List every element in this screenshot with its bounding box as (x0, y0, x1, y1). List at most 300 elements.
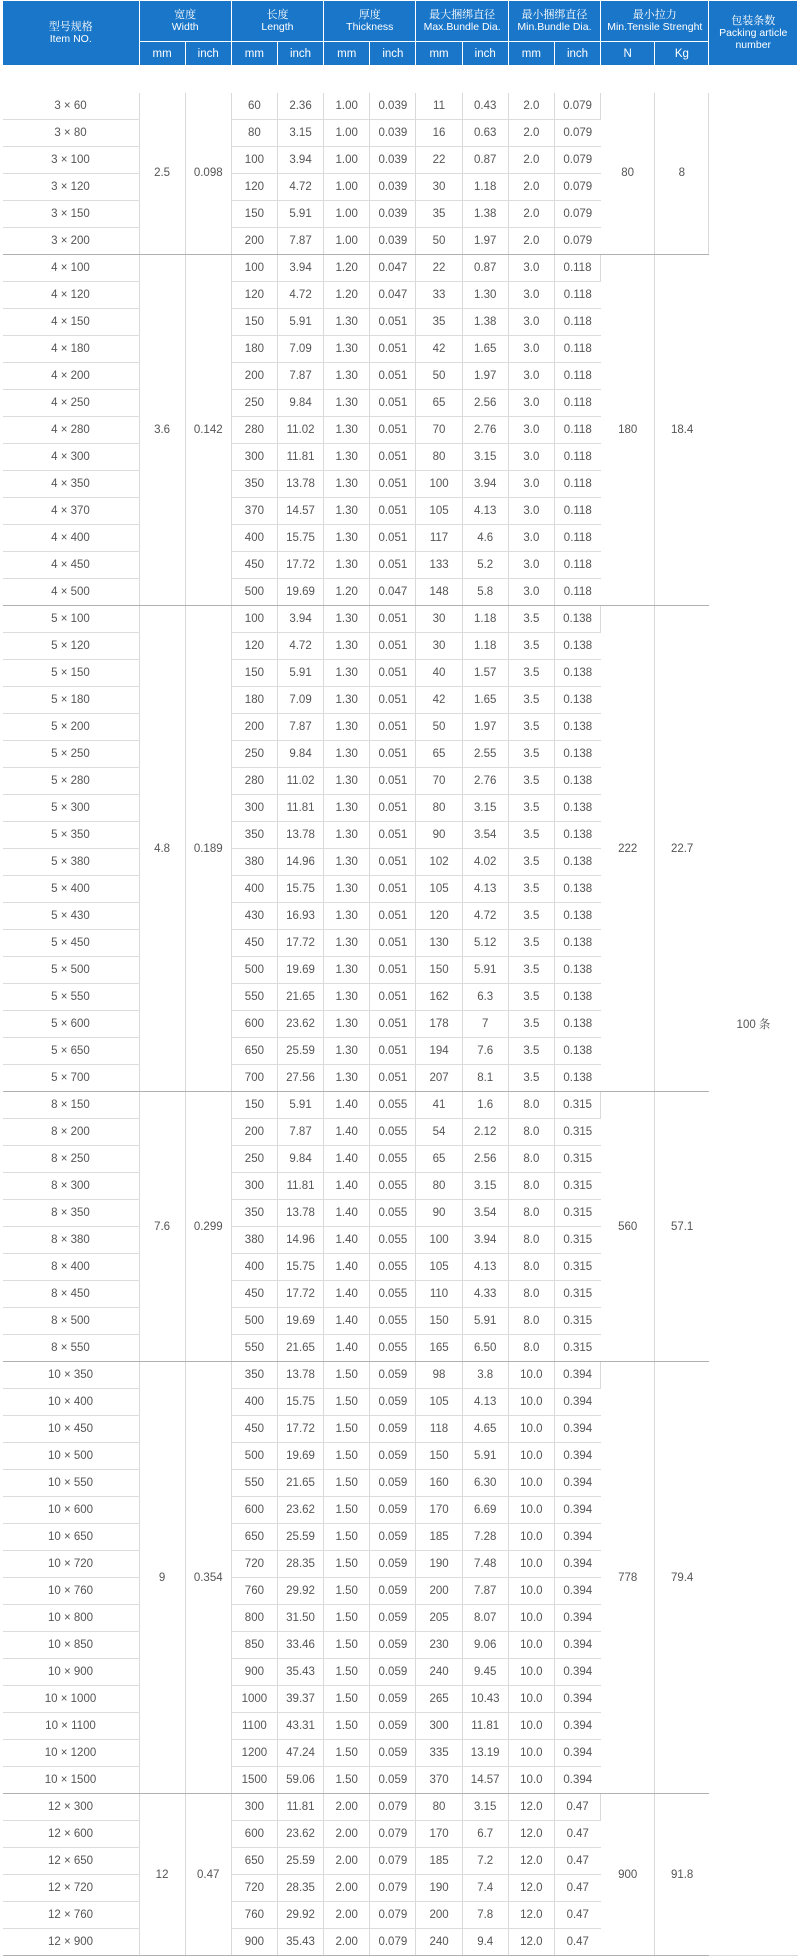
cell-width-mm: 9 (139, 1362, 185, 1794)
cell-length-mm: 1500 (231, 1767, 277, 1794)
cell-thickness-inch: 0.039 (370, 93, 416, 120)
header-thickness-en: Thickness (346, 21, 394, 33)
cell-length-mm: 100 (231, 606, 277, 633)
unit-length-mm: mm (231, 42, 277, 66)
cell-max-bundle-mm: 65 (416, 390, 462, 417)
cell-tensile-n: 900 (601, 1794, 655, 1956)
cell-thickness-mm: 1.30 (324, 336, 370, 363)
cell-min-bundle-mm: 8.0 (508, 1119, 554, 1146)
cell-max-bundle-mm: 185 (416, 1524, 462, 1551)
cell-max-bundle-mm: 185 (416, 1848, 462, 1875)
cell-length-inch: 35.43 (277, 1659, 323, 1686)
cell-min-bundle-mm: 3.5 (508, 606, 554, 633)
unit-thickness-mm: mm (324, 42, 370, 66)
cell-length-mm: 1100 (231, 1713, 277, 1740)
cell-item-no: 10 × 900 (3, 1659, 140, 1686)
cell-max-bundle-inch: 2.56 (462, 1146, 508, 1173)
cell-length-inch: 17.72 (277, 1281, 323, 1308)
header-length-en: Length (261, 21, 294, 33)
cell-length-inch: 25.59 (277, 1038, 323, 1065)
cell-max-bundle-inch: 1.38 (462, 201, 508, 228)
cell-max-bundle-mm: 230 (416, 1632, 462, 1659)
cell-thickness-mm: 2.00 (324, 1929, 370, 1956)
cell-min-bundle-inch: 0.138 (554, 903, 600, 930)
cell-length-inch: 14.96 (277, 1227, 323, 1254)
cell-length-inch: 23.62 (277, 1821, 323, 1848)
cell-max-bundle-mm: 35 (416, 201, 462, 228)
cell-max-bundle-mm: 240 (416, 1659, 462, 1686)
header-tensile-zh: 最小拉力 (632, 9, 677, 21)
cell-thickness-inch: 0.051 (370, 1038, 416, 1065)
cell-min-bundle-mm: 3.0 (508, 471, 554, 498)
cell-min-bundle-mm: 12.0 (508, 1848, 554, 1875)
cell-item-no: 4 × 250 (3, 390, 140, 417)
cell-min-bundle-inch: 0.118 (554, 363, 600, 390)
cell-max-bundle-mm: 50 (416, 228, 462, 255)
cell-length-mm: 900 (231, 1659, 277, 1686)
cell-length-mm: 900 (231, 1929, 277, 1956)
unit-length-inch: inch (277, 42, 323, 66)
cell-length-inch: 43.31 (277, 1713, 323, 1740)
cell-tensile-n: 778 (601, 1362, 655, 1794)
cell-width-inch: 0.142 (185, 255, 231, 606)
cell-item-no: 10 × 1500 (3, 1767, 140, 1794)
cell-thickness-inch: 0.059 (370, 1659, 416, 1686)
cell-item-no: 8 × 150 (3, 1092, 140, 1119)
cell-max-bundle-mm: 170 (416, 1497, 462, 1524)
cell-max-bundle-mm: 150 (416, 957, 462, 984)
cell-thickness-inch: 0.055 (370, 1119, 416, 1146)
cell-min-bundle-mm: 10.0 (508, 1713, 554, 1740)
cell-thickness-inch: 0.059 (370, 1362, 416, 1389)
cell-length-inch: 23.62 (277, 1011, 323, 1038)
cell-thickness-inch: 0.051 (370, 471, 416, 498)
cell-min-bundle-inch: 0.118 (554, 417, 600, 444)
cell-min-bundle-inch: 0.118 (554, 309, 600, 336)
cell-thickness-inch: 0.059 (370, 1551, 416, 1578)
cell-max-bundle-mm: 300 (416, 1713, 462, 1740)
cell-length-mm: 450 (231, 1416, 277, 1443)
cell-min-bundle-mm: 12.0 (508, 1929, 554, 1956)
cell-max-bundle-inch: 9.4 (462, 1929, 508, 1956)
cell-max-bundle-mm: 80 (416, 795, 462, 822)
cell-length-inch: 3.94 (277, 147, 323, 174)
cell-item-no: 5 × 300 (3, 795, 140, 822)
cell-item-no: 5 × 550 (3, 984, 140, 1011)
cell-max-bundle-inch: 3.15 (462, 1794, 508, 1821)
cell-max-bundle-mm: 50 (416, 363, 462, 390)
cell-item-no: 3 × 200 (3, 228, 140, 255)
cell-max-bundle-mm: 117 (416, 525, 462, 552)
cell-width-mm: 3.6 (139, 255, 185, 606)
cell-item-no: 10 × 450 (3, 1416, 140, 1443)
cell-thickness-mm: 1.30 (324, 714, 370, 741)
cell-length-mm: 400 (231, 876, 277, 903)
cell-length-inch: 13.78 (277, 1362, 323, 1389)
cell-item-no: 3 × 80 (3, 120, 140, 147)
cell-max-bundle-inch: 3.94 (462, 1227, 508, 1254)
cell-length-inch: 15.75 (277, 1389, 323, 1416)
cell-min-bundle-mm: 3.5 (508, 1011, 554, 1038)
cell-item-no: 10 × 800 (3, 1605, 140, 1632)
cell-min-bundle-mm: 3.0 (508, 579, 554, 606)
cell-max-bundle-mm: 200 (416, 1902, 462, 1929)
cell-thickness-inch: 0.051 (370, 552, 416, 579)
cell-tensile-kg: 91.8 (655, 1794, 709, 1956)
header-length (231, 1, 323, 42)
cell-thickness-mm: 1.30 (324, 363, 370, 390)
cell-length-inch: 29.92 (277, 1578, 323, 1605)
cell-thickness-mm: 1.40 (324, 1281, 370, 1308)
cell-max-bundle-inch: 0.43 (462, 93, 508, 120)
cell-min-bundle-mm: 2.0 (508, 174, 554, 201)
cell-min-bundle-mm: 3.5 (508, 741, 554, 768)
cell-max-bundle-mm: 70 (416, 417, 462, 444)
unit-tensile-n: N (601, 42, 655, 66)
cell-min-bundle-mm: 10.0 (508, 1416, 554, 1443)
cell-item-no: 8 × 380 (3, 1227, 140, 1254)
cell-length-inch: 4.72 (277, 282, 323, 309)
cell-min-bundle-mm: 2.0 (508, 120, 554, 147)
table-row (3, 606, 798, 633)
cell-length-mm: 60 (231, 93, 277, 120)
cell-item-no: 4 × 280 (3, 417, 140, 444)
cell-item-no: 10 × 400 (3, 1389, 140, 1416)
header-packing (709, 1, 798, 66)
cell-min-bundle-inch: 0.118 (554, 471, 600, 498)
cell-length-inch: 25.59 (277, 1524, 323, 1551)
cell-max-bundle-mm: 42 (416, 336, 462, 363)
table-row (3, 1362, 798, 1389)
cell-thickness-mm: 1.30 (324, 849, 370, 876)
cell-thickness-mm: 1.50 (324, 1605, 370, 1632)
cell-min-bundle-mm: 8.0 (508, 1308, 554, 1335)
cell-min-bundle-mm: 3.5 (508, 957, 554, 984)
cell-min-bundle-inch: 0.394 (554, 1389, 600, 1416)
header-min-bundle-zh: 最小捆绑直径 (521, 9, 588, 21)
cell-min-bundle-inch: 0.118 (554, 498, 600, 525)
cell-item-no: 4 × 200 (3, 363, 140, 390)
cell-tensile-kg: 8 (655, 93, 709, 255)
cell-min-bundle-inch: 0.138 (554, 876, 600, 903)
cell-length-inch: 3.94 (277, 255, 323, 282)
cell-min-bundle-inch: 0.138 (554, 660, 600, 687)
cell-max-bundle-inch: 7.2 (462, 1848, 508, 1875)
cell-width-inch: 0.47 (185, 1794, 231, 1956)
cell-item-no: 5 × 430 (3, 903, 140, 930)
cell-length-inch: 23.62 (277, 1497, 323, 1524)
cell-item-no: 10 × 550 (3, 1470, 140, 1497)
cell-item-no: 10 × 760 (3, 1578, 140, 1605)
cell-min-bundle-inch: 0.315 (554, 1200, 600, 1227)
cell-max-bundle-mm: 30 (416, 174, 462, 201)
cell-thickness-inch: 0.039 (370, 174, 416, 201)
cell-min-bundle-inch: 0.138 (554, 930, 600, 957)
cell-thickness-inch: 0.051 (370, 444, 416, 471)
cell-width-mm: 7.6 (139, 1092, 185, 1362)
cell-max-bundle-inch: 13.19 (462, 1740, 508, 1767)
cell-item-no: 8 × 450 (3, 1281, 140, 1308)
cell-thickness-inch: 0.079 (370, 1821, 416, 1848)
cell-min-bundle-inch: 0.138 (554, 1038, 600, 1065)
cell-thickness-mm: 1.30 (324, 390, 370, 417)
cell-length-inch: 28.35 (277, 1551, 323, 1578)
cell-length-mm: 300 (231, 1173, 277, 1200)
cell-thickness-inch: 0.055 (370, 1092, 416, 1119)
cell-item-no: 8 × 250 (3, 1146, 140, 1173)
cell-length-inch: 11.81 (277, 444, 323, 471)
cell-thickness-mm: 1.30 (324, 498, 370, 525)
cell-length-mm: 350 (231, 1200, 277, 1227)
cell-tensile-n: 180 (601, 255, 655, 606)
cell-item-no: 5 × 400 (3, 876, 140, 903)
cell-thickness-inch: 0.051 (370, 309, 416, 336)
cell-length-inch: 15.75 (277, 1254, 323, 1281)
cell-max-bundle-inch: 0.87 (462, 255, 508, 282)
cell-length-inch: 29.92 (277, 1902, 323, 1929)
cell-max-bundle-inch: 1.65 (462, 687, 508, 714)
cell-max-bundle-inch: 5.8 (462, 579, 508, 606)
cell-min-bundle-mm: 10.0 (508, 1605, 554, 1632)
cell-thickness-inch: 0.055 (370, 1335, 416, 1362)
cell-min-bundle-mm: 10.0 (508, 1470, 554, 1497)
cell-length-mm: 600 (231, 1821, 277, 1848)
cell-width-mm: 4.8 (139, 606, 185, 1092)
cell-thickness-inch: 0.079 (370, 1929, 416, 1956)
cell-length-mm: 550 (231, 984, 277, 1011)
cell-length-mm: 400 (231, 525, 277, 552)
cell-width-mm: 2.5 (139, 93, 185, 255)
cell-tensile-kg: 79.4 (655, 1362, 709, 1794)
cell-length-inch: 11.02 (277, 768, 323, 795)
cell-length-mm: 1000 (231, 1686, 277, 1713)
cell-min-bundle-inch: 0.315 (554, 1335, 600, 1362)
cell-min-bundle-inch: 0.118 (554, 525, 600, 552)
cell-max-bundle-mm: 105 (416, 876, 462, 903)
cell-length-inch: 19.69 (277, 1308, 323, 1335)
cell-max-bundle-mm: 170 (416, 1821, 462, 1848)
cell-length-inch: 3.15 (277, 120, 323, 147)
cell-length-mm: 300 (231, 795, 277, 822)
cell-length-inch: 33.46 (277, 1632, 323, 1659)
cell-length-inch: 11.81 (277, 1173, 323, 1200)
cell-length-inch: 21.65 (277, 1470, 323, 1497)
cell-length-mm: 600 (231, 1497, 277, 1524)
cell-length-inch: 25.59 (277, 1848, 323, 1875)
cell-item-no: 5 × 450 (3, 930, 140, 957)
cell-max-bundle-inch: 3.8 (462, 1362, 508, 1389)
cell-min-bundle-mm: 10.0 (508, 1443, 554, 1470)
cell-length-mm: 850 (231, 1632, 277, 1659)
cell-min-bundle-inch: 0.118 (554, 390, 600, 417)
cell-min-bundle-mm: 10.0 (508, 1524, 554, 1551)
cell-length-mm: 350 (231, 1362, 277, 1389)
cell-min-bundle-inch: 0.138 (554, 606, 600, 633)
unit-width-inch: inch (185, 42, 231, 66)
cell-item-no: 8 × 400 (3, 1254, 140, 1281)
cell-length-inch: 2.36 (277, 93, 323, 120)
cell-length-mm: 150 (231, 1092, 277, 1119)
cell-min-bundle-mm: 3.0 (508, 282, 554, 309)
cell-length-mm: 80 (231, 120, 277, 147)
cell-length-mm: 380 (231, 1227, 277, 1254)
cell-thickness-inch: 0.051 (370, 606, 416, 633)
header-length-zh: 长度 (266, 9, 289, 21)
cell-max-bundle-inch: 1.6 (462, 1092, 508, 1119)
cell-thickness-inch: 0.055 (370, 1173, 416, 1200)
cell-max-bundle-mm: 265 (416, 1686, 462, 1713)
cell-min-bundle-inch: 0.138 (554, 687, 600, 714)
cell-max-bundle-mm: 148 (416, 579, 462, 606)
cell-thickness-inch: 0.051 (370, 1011, 416, 1038)
cell-length-mm: 200 (231, 1119, 277, 1146)
cell-min-bundle-inch: 0.394 (554, 1443, 600, 1470)
cell-thickness-inch: 0.059 (370, 1767, 416, 1794)
cell-max-bundle-mm: 70 (416, 768, 462, 795)
cell-min-bundle-inch: 0.394 (554, 1767, 600, 1794)
header-thickness-zh: 厚度 (358, 9, 381, 21)
cell-thickness-inch: 0.059 (370, 1713, 416, 1740)
cell-max-bundle-mm: 335 (416, 1740, 462, 1767)
cell-thickness-mm: 1.30 (324, 660, 370, 687)
cell-length-inch: 5.91 (277, 201, 323, 228)
cell-max-bundle-mm: 205 (416, 1605, 462, 1632)
cell-max-bundle-inch: 4.72 (462, 903, 508, 930)
cell-length-inch: 17.72 (277, 930, 323, 957)
cell-max-bundle-inch: 1.18 (462, 174, 508, 201)
cell-length-mm: 200 (231, 363, 277, 390)
cell-min-bundle-inch: 0.079 (554, 174, 600, 201)
cell-thickness-inch: 0.059 (370, 1497, 416, 1524)
cell-thickness-inch: 0.047 (370, 255, 416, 282)
cell-item-no: 8 × 350 (3, 1200, 140, 1227)
cell-max-bundle-mm: 90 (416, 822, 462, 849)
cell-min-bundle-inch: 0.079 (554, 93, 600, 120)
cell-min-bundle-mm: 2.0 (508, 93, 554, 120)
cell-thickness-inch: 0.059 (370, 1389, 416, 1416)
cell-item-no: 12 × 760 (3, 1902, 140, 1929)
cell-thickness-mm: 1.50 (324, 1767, 370, 1794)
unit-width-mm: mm (139, 42, 185, 66)
cell-min-bundle-mm: 3.0 (508, 363, 554, 390)
cell-min-bundle-inch: 0.138 (554, 768, 600, 795)
cell-min-bundle-inch: 0.315 (554, 1308, 600, 1335)
cell-max-bundle-mm: 190 (416, 1551, 462, 1578)
cell-max-bundle-inch: 2.56 (462, 390, 508, 417)
cell-thickness-mm: 1.50 (324, 1362, 370, 1389)
cell-length-inch: 7.87 (277, 228, 323, 255)
cell-thickness-inch: 0.079 (370, 1875, 416, 1902)
cell-max-bundle-inch: 7.6 (462, 1038, 508, 1065)
cell-max-bundle-inch: 0.63 (462, 120, 508, 147)
cell-item-no: 4 × 450 (3, 552, 140, 579)
cell-thickness-mm: 2.00 (324, 1794, 370, 1821)
cell-length-inch: 19.69 (277, 579, 323, 606)
cell-min-bundle-inch: 0.118 (554, 336, 600, 363)
cell-length-mm: 700 (231, 1065, 277, 1092)
cell-min-bundle-mm: 3.5 (508, 687, 554, 714)
cell-min-bundle-mm: 10.0 (508, 1632, 554, 1659)
cell-item-no: 5 × 180 (3, 687, 140, 714)
cell-max-bundle-inch: 1.38 (462, 309, 508, 336)
cell-max-bundle-mm: 65 (416, 741, 462, 768)
cell-length-mm: 200 (231, 714, 277, 741)
cell-max-bundle-mm: 110 (416, 1281, 462, 1308)
cell-length-mm: 150 (231, 660, 277, 687)
cell-item-no: 12 × 900 (3, 1929, 140, 1956)
cell-thickness-inch: 0.051 (370, 930, 416, 957)
cell-thickness-mm: 1.40 (324, 1092, 370, 1119)
cell-item-no: 12 × 720 (3, 1875, 140, 1902)
cell-min-bundle-mm: 3.5 (508, 876, 554, 903)
unit-thickness-inch: inch (370, 42, 416, 66)
cell-thickness-mm: 1.30 (324, 984, 370, 1011)
cell-item-no: 4 × 300 (3, 444, 140, 471)
cell-min-bundle-inch: 0.47 (554, 1848, 600, 1875)
cell-max-bundle-mm: 54 (416, 1119, 462, 1146)
cell-max-bundle-mm: 200 (416, 1578, 462, 1605)
cell-min-bundle-inch: 0.394 (554, 1497, 600, 1524)
cell-length-inch: 13.78 (277, 822, 323, 849)
cell-min-bundle-mm: 3.5 (508, 1065, 554, 1092)
cell-thickness-mm: 1.30 (324, 903, 370, 930)
cell-thickness-mm: 1.20 (324, 579, 370, 606)
cell-min-bundle-inch: 0.138 (554, 1011, 600, 1038)
header-max-bundle-en: Max.Bundle Dia. (423, 21, 501, 33)
cell-min-bundle-mm: 10.0 (508, 1686, 554, 1713)
cell-min-bundle-mm: 12.0 (508, 1794, 554, 1821)
cell-thickness-mm: 1.30 (324, 822, 370, 849)
cell-min-bundle-inch: 0.394 (554, 1632, 600, 1659)
cell-max-bundle-inch: 4.13 (462, 1389, 508, 1416)
cell-max-bundle-mm: 40 (416, 660, 462, 687)
header-width-zh: 宽度 (174, 9, 197, 21)
cell-item-no: 4 × 180 (3, 336, 140, 363)
table-header (3, 1, 798, 66)
cell-min-bundle-inch: 0.47 (554, 1821, 600, 1848)
cell-min-bundle-inch: 0.394 (554, 1605, 600, 1632)
cell-length-inch: 21.65 (277, 1335, 323, 1362)
cell-thickness-mm: 1.50 (324, 1686, 370, 1713)
header-min-bundle (508, 1, 600, 42)
cell-length-mm: 380 (231, 849, 277, 876)
cell-min-bundle-mm: 8.0 (508, 1173, 554, 1200)
cell-item-no: 10 × 600 (3, 1497, 140, 1524)
cell-thickness-inch: 0.051 (370, 876, 416, 903)
cell-item-no: 4 × 400 (3, 525, 140, 552)
cell-max-bundle-inch: 7 (462, 1011, 508, 1038)
cell-max-bundle-mm: 22 (416, 255, 462, 282)
header-tensile-en: Min.Tensile Strenght (607, 21, 703, 33)
cell-min-bundle-inch: 0.394 (554, 1713, 600, 1740)
cell-tensile-n: 560 (601, 1092, 655, 1362)
cell-thickness-mm: 2.00 (324, 1821, 370, 1848)
cell-length-inch: 5.91 (277, 309, 323, 336)
cell-thickness-mm: 1.30 (324, 633, 370, 660)
cell-min-bundle-mm: 3.5 (508, 903, 554, 930)
cell-min-bundle-inch: 0.47 (554, 1875, 600, 1902)
cell-length-mm: 500 (231, 1443, 277, 1470)
cell-min-bundle-inch: 0.138 (554, 984, 600, 1011)
cell-max-bundle-mm: 80 (416, 444, 462, 471)
cell-item-no: 5 × 700 (3, 1065, 140, 1092)
cell-thickness-mm: 1.30 (324, 687, 370, 714)
cell-min-bundle-mm: 10.0 (508, 1497, 554, 1524)
cell-thickness-inch: 0.051 (370, 741, 416, 768)
cell-max-bundle-mm: 105 (416, 1389, 462, 1416)
cell-thickness-mm: 1.40 (324, 1308, 370, 1335)
cell-max-bundle-inch: 7.28 (462, 1524, 508, 1551)
